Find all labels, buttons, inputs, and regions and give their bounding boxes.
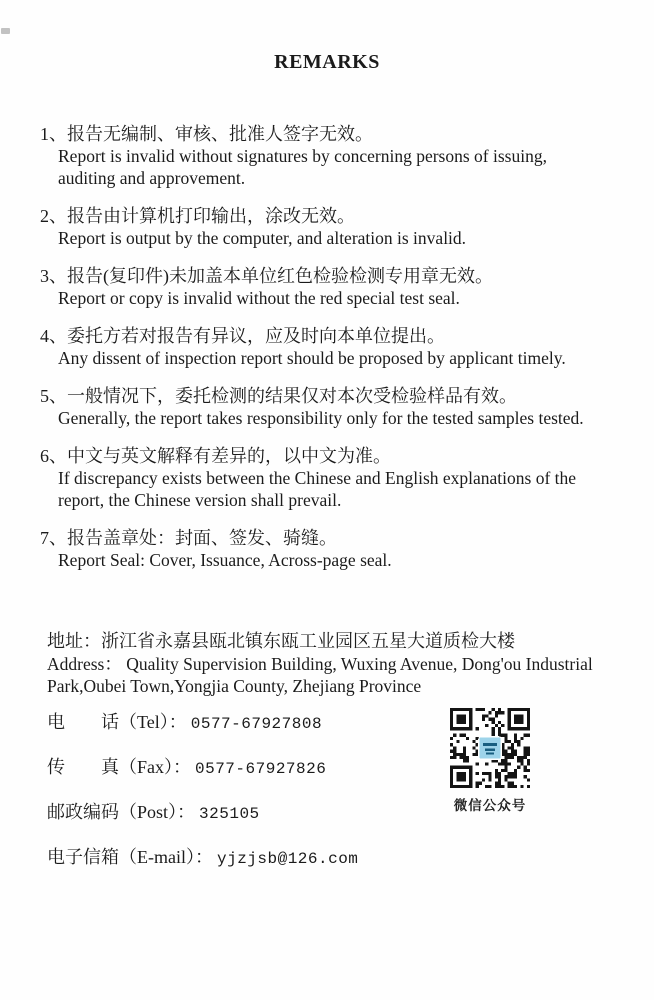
- remark-zh-line: [40, 325, 630, 347]
- remark-zh-line: [40, 527, 630, 549]
- remark-zh-text: 报告盖章处：封面、签发、骑缝。: [67, 528, 337, 548]
- contact-value: 325105: [199, 805, 260, 823]
- remark-zh-text: 报告无编制、审核、批准人签字无效。: [67, 124, 373, 144]
- remark-number: 4、: [40, 326, 67, 346]
- remark-zh-text: 一般情况下，委托检测的结果仅对本次受检验样品有效。: [67, 386, 517, 406]
- page-title: REMARKS: [274, 51, 380, 73]
- remark-zh-line: [40, 205, 630, 227]
- remark-zh-line: [40, 385, 630, 407]
- remark-item: [40, 445, 630, 511]
- remark-en-line: Report is invalid without signatures by concerning persons of issuing,: [58, 146, 547, 166]
- remark-en-line: Report is output by the computer, and alteration is invalid.: [58, 228, 467, 248]
- remark-item: [40, 325, 630, 369]
- remark-en-line: report, the Chinese version shall prevail.: [58, 490, 342, 510]
- contact-value: 0577-67927808: [190, 715, 323, 733]
- remark-number: 1、: [40, 124, 67, 144]
- contact-label: 传 真（Fax）：: [47, 757, 191, 777]
- remark-zh-text: 委托方若对报告有异议，应及时向本单位提出。: [67, 326, 445, 346]
- contact-row: [47, 756, 358, 780]
- remark-en-line: Any dissent of inspection report should be proposed by applicant timely.: [58, 348, 566, 368]
- remarks-list: [40, 123, 630, 587]
- contact-label: 邮政编码（Post）：: [47, 802, 196, 822]
- address-line-zh: 地址：浙江省永嘉县瓯北镇东瓯工业园区五星大道质检大楼: [47, 631, 515, 651]
- remark-zh-text: 报告(复印件)未加盖本单位红色检验检测专用章无效。: [67, 266, 493, 286]
- remark-item: [40, 205, 630, 249]
- contact-row: [47, 711, 358, 735]
- remark-zh-text: 报告由计算机打印输出，涂改无效。: [67, 206, 355, 226]
- address-line-en: Address： Quality Supervision Building, Wuxing Avenue, Dong'ou Industrial: [47, 653, 593, 674]
- contact-label: 电子信箱（E-mail）：: [47, 847, 213, 867]
- remark-en-line: Generally, the report takes responsibility only for the tested samples tested.: [58, 408, 584, 428]
- contact-label: 电 话（Tel）：: [47, 712, 187, 732]
- contact-value: 0577-67927826: [195, 760, 327, 778]
- address-line-en: Park,Oubei Town,Yongjia County, Zhejiang Province: [47, 676, 422, 696]
- remark-number: 5、: [40, 386, 67, 406]
- contact-value: yjzjsb@126.com: [216, 850, 359, 868]
- contact-row: [47, 846, 358, 870]
- remark-number: 3、: [40, 266, 67, 286]
- remark-zh-line: [40, 265, 630, 287]
- remark-number: 2、: [40, 206, 67, 226]
- scan-artifact-mark: [1, 28, 10, 34]
- wechat-qr-block: [450, 708, 530, 814]
- remark-number: 6、: [40, 446, 67, 466]
- address-block: [47, 630, 593, 698]
- remark-zh-line: [40, 123, 630, 145]
- remark-en-line: auditing and approvement.: [58, 168, 246, 188]
- remark-item: [40, 385, 630, 429]
- remark-item: [40, 527, 630, 571]
- remark-item: [40, 123, 630, 189]
- remark-zh-text: 中文与英文解释有差异的，以中文为准。: [67, 446, 391, 466]
- remark-en-line: Report Seal: Cover, Issuance, Across-page seal.: [58, 550, 392, 570]
- qr-caption: 微信公众号: [453, 798, 527, 813]
- contact-row: [47, 801, 358, 825]
- remark-en-line: If discrepancy exists between the Chinese and English explanations of the: [58, 468, 577, 488]
- remark-zh-line: [40, 445, 630, 467]
- contact-list: [47, 711, 358, 891]
- remark-en-line: Report or copy is invalid without the red special test seal.: [58, 288, 460, 308]
- qr-code: [450, 708, 530, 788]
- remark-item: [40, 265, 630, 309]
- remark-number: 7、: [40, 528, 67, 548]
